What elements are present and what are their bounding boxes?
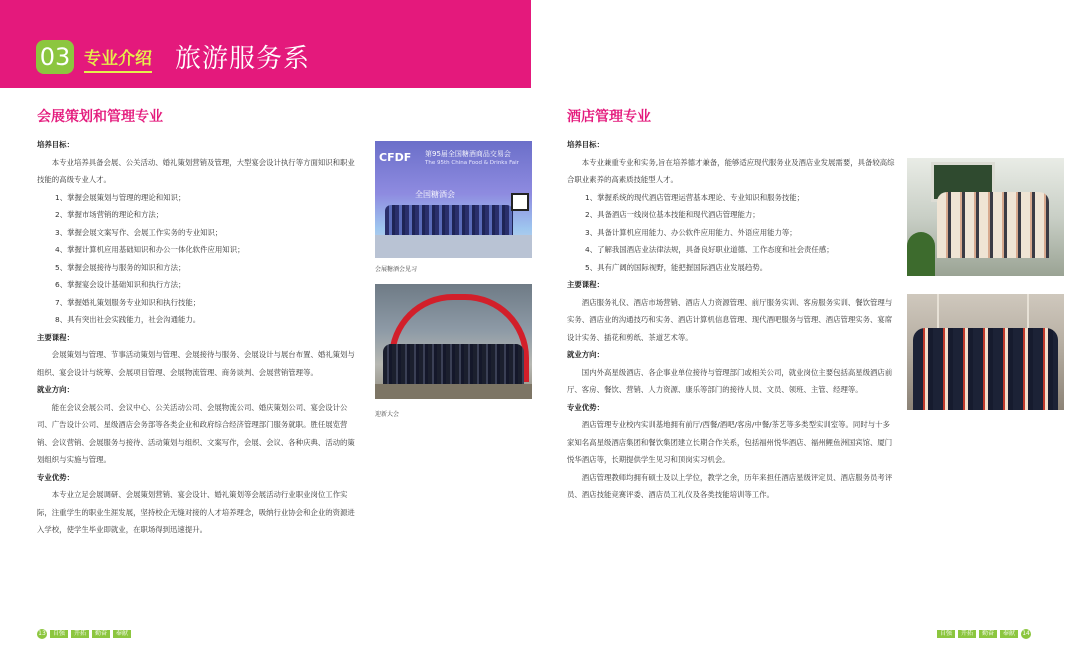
plant [907, 232, 935, 276]
section-number: 03 [36, 40, 74, 74]
list-item: 2、掌握市场营销的理论和方法； [55, 210, 164, 219]
goal-heading: 培养目标： [567, 140, 604, 149]
course-heading: 主要课程： [37, 332, 74, 342]
job-paragraph: 国内外高星级酒店、各企事业单位接待与管理部门或相关公司，就业岗位主要包括高星级酒店前厅、客房、餐饮、营销、人力资源、康乐等部门的接待人员、文员、领班、主管、经理等。 [567, 367, 893, 394]
right-footer [937, 629, 1031, 639]
goal-paragraph: 本专业兼重专业和实务,旨在培养德才兼备，能够适应现代服务业及酒店业发展需要，具备较高综合职业素养的高素质技能型人才。 [567, 157, 895, 184]
list-item: 3、具备计算机应用能力、办公软件应用能力、外语应用能力等； [585, 227, 797, 237]
left-column-text [37, 136, 362, 539]
advantage-heading: 专业优势： [37, 472, 74, 482]
hotel-staff-photo [907, 158, 1064, 276]
fair-banner-text: 第95届全国糖酒商品交易会 [425, 150, 511, 158]
course-heading: 主要课程： [567, 280, 604, 289]
uniform-staff-photo [907, 294, 1064, 410]
list-item: 8、具有突出社会实践能力，社会沟通能力。 [55, 315, 201, 324]
people-group [383, 344, 524, 386]
fair-logo: CFDF [379, 151, 412, 164]
fair-sign: 全国糖酒会 [415, 190, 455, 199]
motto-tag: 奉献 [113, 630, 131, 638]
goal-paragraph: 本专业培养具备会展、公关活动、婚礼策划营销及管理，大型宴会设计执行等方面知识和职业技能的高级专业人才。 [37, 157, 355, 184]
list-item: 5、掌握会展接待与服务的知识和方法； [55, 262, 186, 272]
list-item: 4、了解我国酒店业法律法规，具备良好职业道德、工作态度和社会责任感； [585, 245, 834, 254]
course-paragraph: 酒店服务礼仪、酒店市场营销、酒店人力资源管理、前厅服务实训、客房服务实训、餐饮管理与实务、酒店业的沟通技巧和实务、酒店计算机信息管理、现代酒吧服务与管理、酒店管理实务、宴席设计实务、插花和剪纸、茶道艺术等。 [567, 297, 893, 342]
fair-banner-english: The 95th China Food & Drinks Fair [425, 160, 519, 166]
advantage-paragraph: 酒店管理教师均拥有硕士及以上学位，教学之余，历年来担任酒店星级评定员、酒店服务员考评员、酒店技能竞赛评委、酒店员工礼仪及各类技能培训等工作。 [567, 472, 893, 499]
list-item: 6、掌握宴会设计基础知识和执行方法； [55, 280, 186, 289]
job-heading: 就业方向： [567, 350, 604, 359]
motto-tag: 奉献 [1000, 630, 1018, 638]
page-title: 旅游服务系 [175, 44, 311, 74]
motto-tag: 开拓 [71, 630, 89, 638]
list-item: 3、掌握会展文案写作、会展工作实务的专业知识； [55, 227, 223, 237]
page-number: 14 [1022, 630, 1030, 637]
floor [375, 235, 532, 258]
ground [375, 384, 532, 399]
right-section-title: 酒店管理专业 [567, 109, 651, 125]
list-item: 1、掌握会展策划与管理的理论和知识； [55, 192, 186, 202]
right-column-text [567, 136, 895, 504]
people-group [385, 205, 513, 235]
list-item: 7、掌握婚礼策划服务专业知识和执行技能； [55, 297, 201, 307]
goal-heading: 培养目标： [37, 140, 74, 149]
people-group [937, 192, 1049, 258]
motto-tag: 勤奋 [92, 630, 110, 638]
trade-fair-photo [375, 141, 532, 258]
section-subtitle: 专业介绍 [84, 44, 152, 73]
job-heading: 就业方向： [37, 385, 74, 394]
list-item: 5、具有广阔的国际视野，能把握国际酒店业发展趋势。 [585, 262, 768, 272]
advantage-heading: 专业优势： [567, 402, 604, 412]
motto-tag: 勤奋 [979, 630, 997, 638]
list-item: 1、掌握系统的现代酒店管理运营基本理论、专业知识和服务技能； [585, 192, 805, 202]
list-item: 2、具备酒店一线岗位基本技能和现代酒店管理能力； [585, 210, 760, 219]
left-footer [37, 629, 131, 639]
motto-tag: 自强 [937, 630, 955, 638]
job-paragraph: 能在会议会展公司、会议中心、公关活动公司、会展物流公司、婚庆策划公司、宴会设计公司、广告设计公司、星级酒店会务部等各类企业和政府综合经济管理部门服务就职。胜任展览营销、会议营销、会展服务与接待、活动策划与组织、文案写作，会展、会议、各种庆典、活动的策划组织与实施与管理。 [37, 402, 355, 464]
photo-caption: 会展糖酒会见习 [375, 266, 418, 273]
motto-tag: 开拓 [958, 630, 976, 638]
list-item: 4、掌握计算机应用基础知识和办公一体化软件应用知识； [55, 245, 245, 254]
qr-code-icon [511, 193, 529, 211]
advantage-paragraph: 酒店管理专业校内实训基地拥有前厅/西餐/酒吧/客房/中餐/茶艺等多类型实训室等。同时与十多家知名高星级酒店集团和餐饮集团建立长期合作关系，包括福州悦华酒店、福州鲤鱼洲国宾馆、厦门悦华酒店等，长期提供学生见习和顶岗实习机会。 [567, 420, 893, 464]
photo-caption: 迎新大会 [375, 411, 400, 418]
motto-tag: 自强 [50, 630, 68, 638]
advantage-paragraph: 本专业立足会展调研、会展策划营销、宴会设计、婚礼策划等会展活动行业职业岗位工作实际，注重学生的职业生涯发展，坚持校企无缝对接的人才培养理念，吸纳行业协会和企业的资源进入学校，使学生毕业即就业，在职场得到迅速提升。 [37, 490, 355, 534]
course-paragraph: 会展策划与管理、节事活动策划与管理、会展接待与服务、会展设计与展台布置、婚礼策划与组织、宴会设计与统筹、会展项目管理、会展物流管理、商务谈判、会展营销管理等。 [37, 350, 355, 377]
page-number: 13 [38, 630, 46, 637]
people-group [913, 328, 1058, 410]
left-section-title: 会展策划和管理专业 [37, 109, 163, 125]
assembly-photo [375, 284, 532, 399]
